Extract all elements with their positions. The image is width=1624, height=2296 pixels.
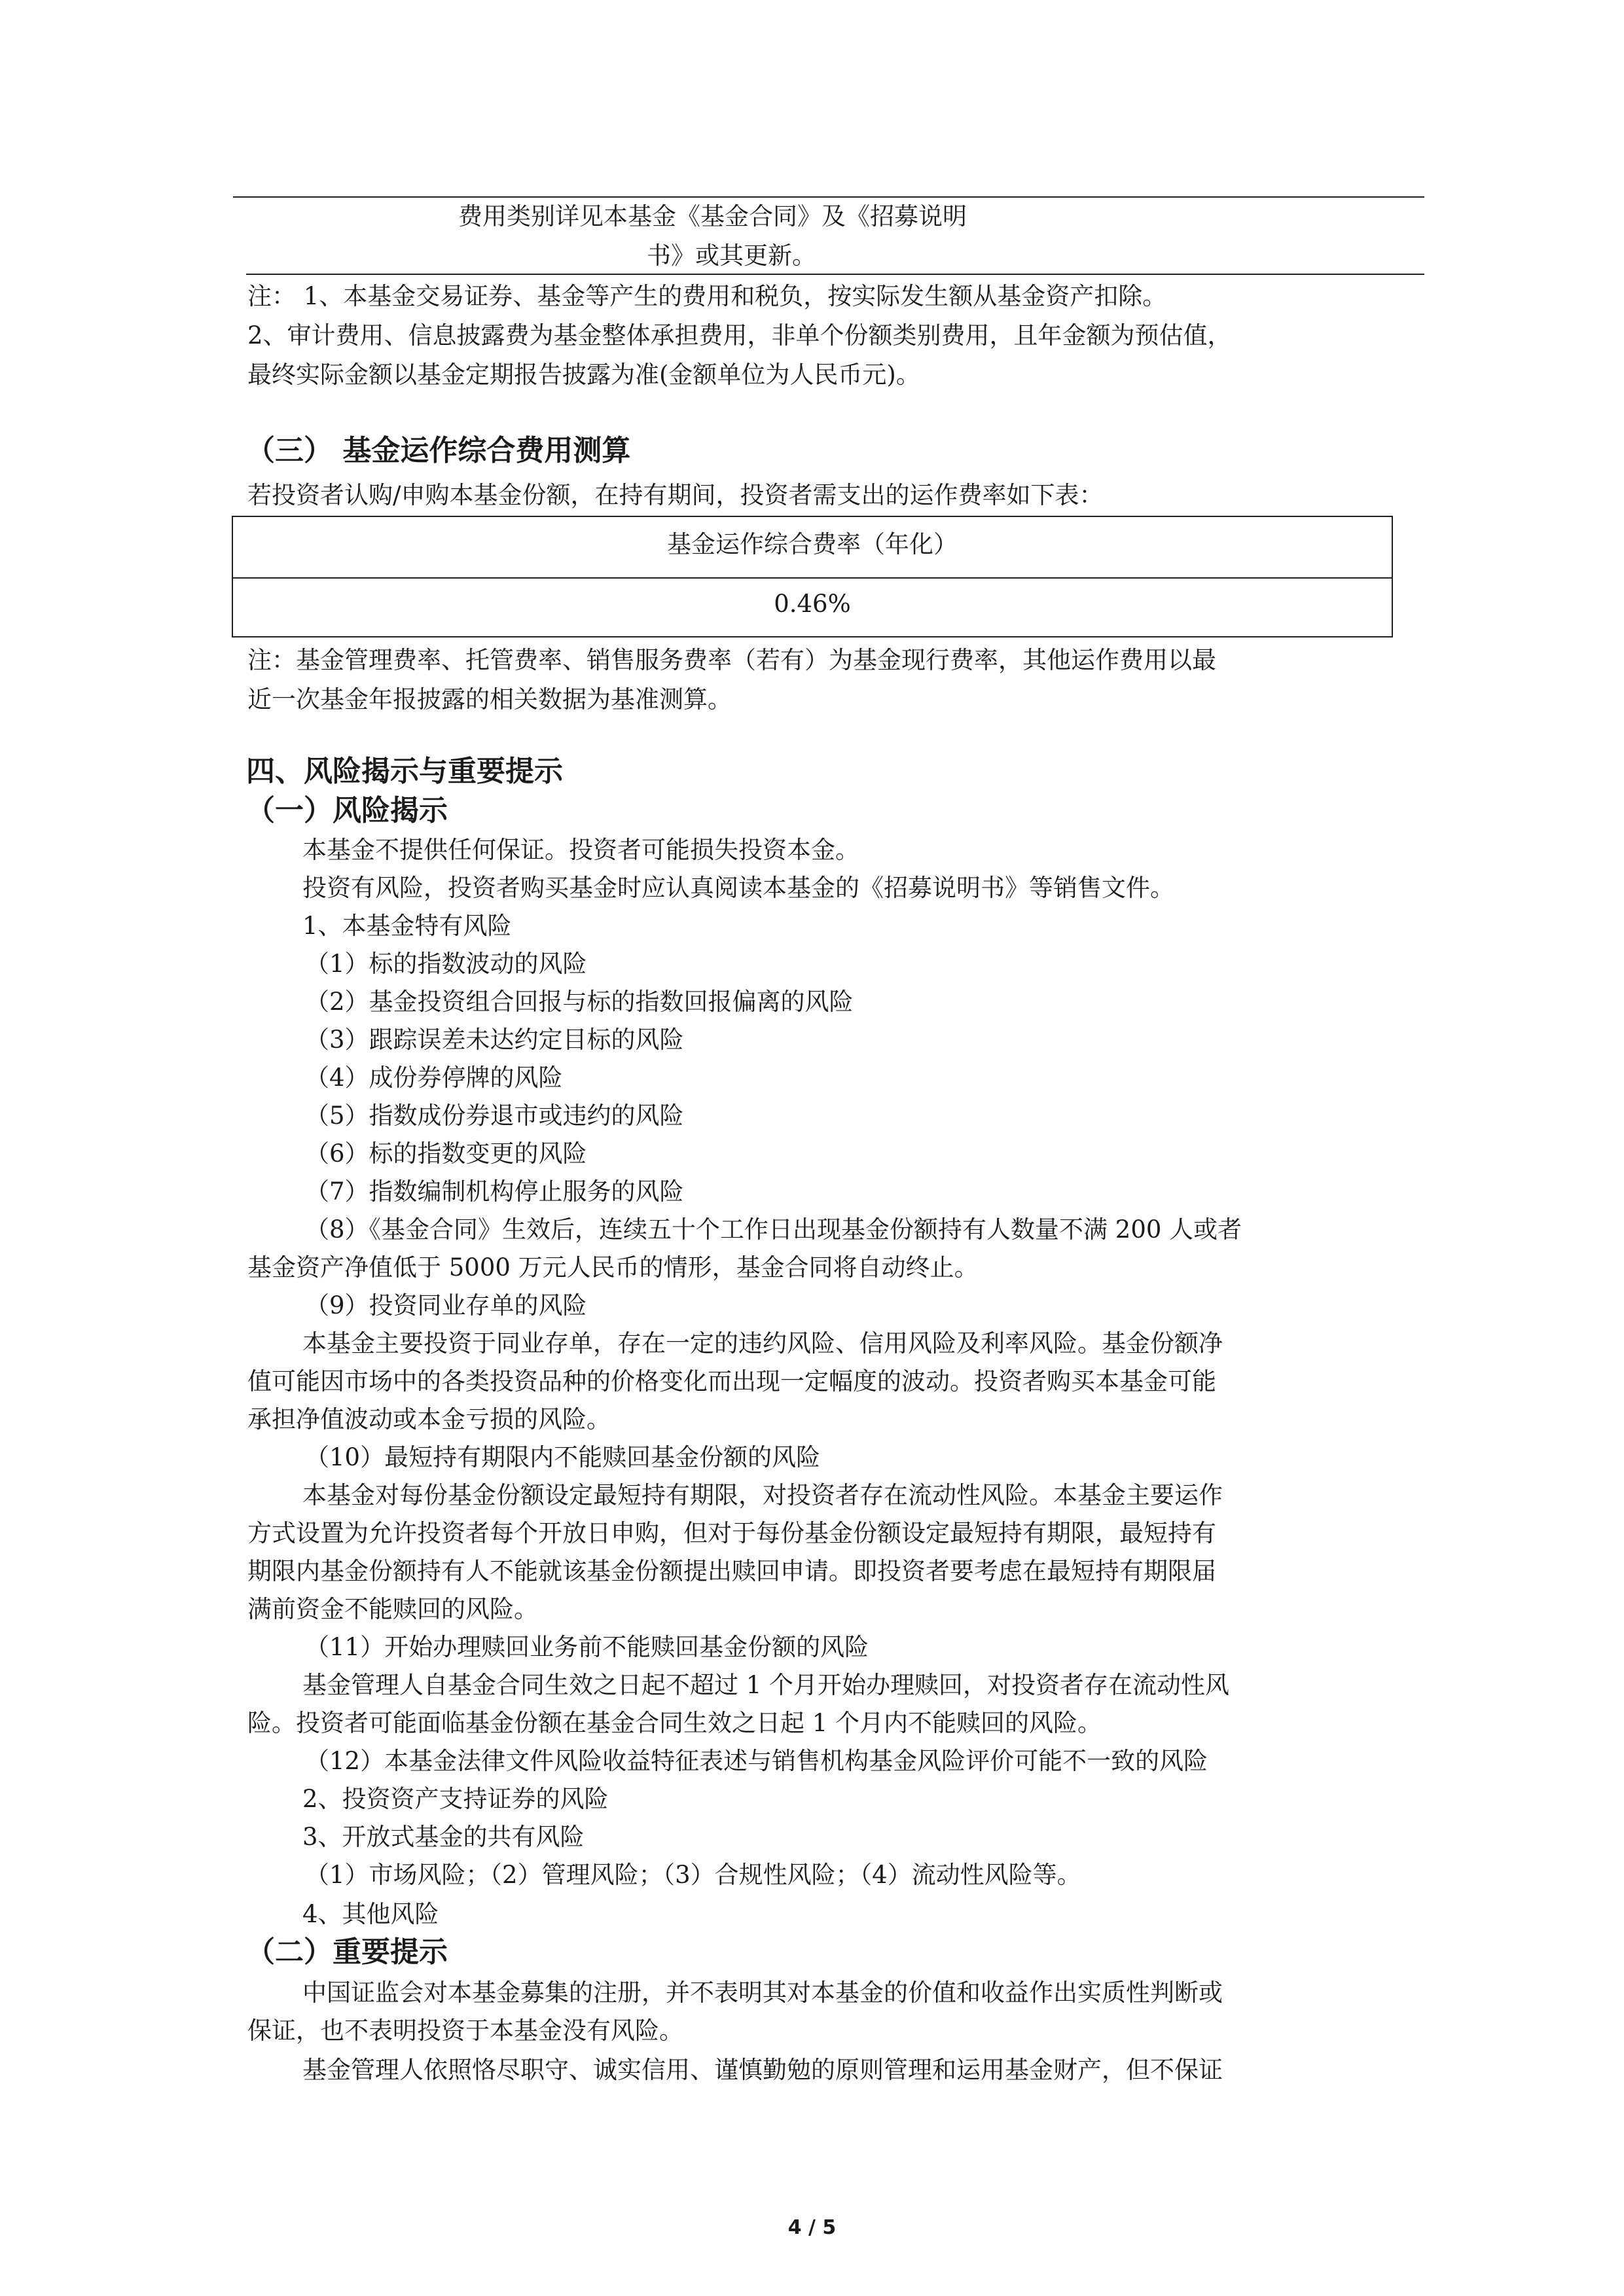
fee-table-line-2: 书》或其更新。 [647,242,816,270]
risk-line: （11）开始办理赎回业务前不能赎回基金份额的风险 [305,1633,869,1661]
fee-note-line: 2、审计费用、信息披露费为基金整体承担费用，非单个份额类别费用，且年金额为预估值， [247,321,1232,350]
risk-line: 基金资产净值低于 5000 万元人民币的情形，基金合同将自动终止。 [247,1253,979,1282]
cost-note-line: 注：基金管理费率、托管费率、销售服务费率（若有）为基金现行费率，其他运作费用以最 [247,646,1216,674]
fee-note-line: 注： 1、本基金交易证券、基金等产生的费用和税负，按实际发生额从基金资产扣除。 [247,282,1167,310]
risk-line: 4、其他风险 [302,1900,439,1928]
risk-line: 基金管理人自基金合同生效之日起不超过 1 个月开始办理赎回，对投资者存在流动性风 [302,1671,1230,1699]
cost-table-value: 0.46% [774,590,851,618]
risk-line: （6）标的指数变更的风险 [305,1139,587,1168]
risk-line: 投资有风险，投资者购买基金时应认真阅读本基金的《招募说明书》等销售文件。 [302,874,1174,902]
risk-line: （9）投资同业存单的风险 [305,1291,587,1319]
risk-line: （10）最短持有期限内不能赎回基金份额的风险 [305,1443,821,1471]
risk-line: 2、投资资产支持证券的风险 [302,1785,609,1813]
important-line: 保证，也不表明投资于本基金没有风险。 [247,2017,683,2045]
risk-line: 本基金不提供任何保证。投资者可能损失投资本金。 [302,836,859,864]
risk-line: （4）成份券停牌的风险 [305,1064,563,1092]
risk-line: （3）跟踪误差未达约定目标的风险 [305,1026,684,1054]
risk-line: 本基金主要投资于同业存单，存在一定的违约风险、信用风险及利率风险。基金份额净 [302,1329,1223,1357]
cost-note-line: 近一次基金年报披露的相关数据为基准测算。 [247,685,732,713]
chapter-heading: 四、风险揭示与重要提示 [246,755,563,788]
risk-line: （5）指数成份券退市或违约的风险 [305,1102,684,1130]
risk-line: 方式设置为允许投资者每个开放日申购，但对于每份基金份额设定最短持有期限，最短持有 [247,1519,1216,1547]
risk-line: 3、开放式基金的共有风险 [302,1823,585,1851]
risk-line: 1、本基金特有风险 [302,912,512,940]
risk-line: 本基金对每份基金份额设定最短持有期限，对投资者存在流动性风险。本基金主要运作 [302,1481,1223,1509]
risk-line: 满前资金不能赎回的风险。 [247,1595,538,1623]
risk-line: （7）指数编制机构停止服务的风险 [305,1177,684,1206]
cost-table-header: 基金运作综合费率（年化） [667,530,958,558]
page-number: 4 / 5 [787,2216,837,2239]
risk-line: 值可能因市场中的各类投资品种的价格变化而出现一定幅度的波动。投资者购买本基金可能 [247,1367,1216,1395]
table-bottom-rule [246,274,1424,275]
section-heading: （三） 基金运作综合费用测算 [246,434,631,467]
subsection-heading: （一）风险揭示 [246,794,448,827]
important-line: 中国证监会对本基金募集的注册，并不表明其对本基金的价值和收益作出实质性判断或 [302,1979,1223,2007]
fee-note-line: 最终实际金额以基金定期报告披露为准(金额单位为人民币元)。 [247,361,920,389]
risk-line: （8）《基金合同》生效后，连续五十个工作日出现基金份额持有人数量不满 200 人或者 [305,1215,1242,1244]
subsection-heading: （二）重要提示 [246,1935,448,1969]
cost-table [232,516,1393,637]
fee-table-line-1: 费用类别详见本基金《基金合同》及《招募说明 [458,202,967,230]
risk-line: （12）本基金法律文件风险收益特征表述与销售机构基金风险评价可能不一致的风险 [305,1747,1208,1775]
risk-line: （1）标的指数波动的风险 [305,950,587,978]
cost-table-divider [233,577,1392,579]
risk-line: 承担净值波动或本金亏损的风险。 [247,1405,611,1433]
risk-line: （1）市场风险；（2）管理风险；（3）合规性风险；（4）流动性风险等。 [305,1861,1081,1889]
section-intro: 若投资者认购/申购本基金份额，在持有期间，投资者需支出的运作费率如下表： [247,481,1104,509]
risk-line: 期限内基金份额持有人不能就该基金份额提出赎回申请。即投资者要考虑在最短持有期限届 [247,1557,1216,1585]
risk-line: （2）基金投资组合回报与标的指数回报偏离的风险 [305,988,854,1016]
risk-line: 险。投资者可能面临基金份额在基金合同生效之日起 1 个月内不能赎回的风险。 [247,1709,1102,1737]
important-line: 基金管理人依照恪尽职守、诚实信用、谨慎勤勉的原则管理和运用基金财产，但不保证 [302,2056,1223,2084]
